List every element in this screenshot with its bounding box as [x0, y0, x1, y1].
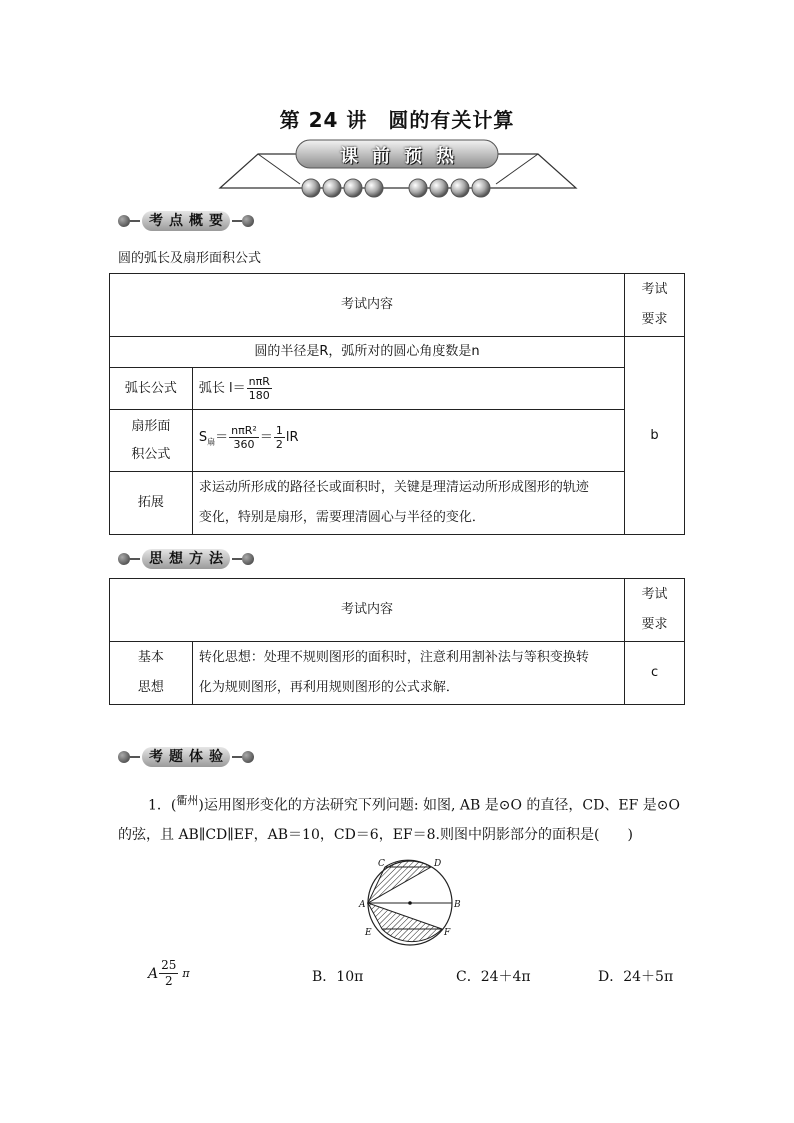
choice-b[interactable]: B．10π [312, 969, 364, 985]
label-a: A [359, 900, 366, 910]
center-point [408, 901, 412, 905]
arc-label: 弧长公式 [110, 368, 193, 410]
banner-char: 前 [372, 146, 390, 167]
table-header-requirement: 考试 要求 [625, 579, 685, 642]
method-text: 转化思想：处理不规则图形的面积时，注意利用割补法与等积变换转 化为规则图形，再利用规则图形的公式求解． [192, 642, 624, 705]
methods-table [109, 578, 685, 705]
banner-char: 预 [404, 146, 422, 167]
requirement-cell: b [625, 337, 685, 535]
table-header-content: 考试内容 [110, 579, 625, 642]
choice-c[interactable]: C．24＋4π [456, 969, 531, 985]
table-row-intro: 圆的半径是R，弧所对的圆心角度数是n [110, 337, 625, 368]
label-c: C [378, 859, 385, 869]
label-b: B [454, 900, 461, 910]
table-header-requirement: 考试 要求 [625, 274, 685, 337]
circle-figure [352, 855, 468, 949]
subtitle: 圆的弧长及扇形面积公式 [118, 251, 262, 266]
banner-char: 课 [340, 146, 358, 167]
problem-line-1: 1．($^{衢州}$)运用图形变化的方法研究下列问题: 如图, AB 是⊙O 的直径，CD、EF 是⊙O [148, 794, 680, 814]
sector-label: 扇形面 积公式 [110, 410, 193, 472]
page-title: 第 24 讲 圆的有关计算 [279, 108, 515, 132]
arc-formula: 弧长 l＝ $\frac{\text{nπR}}{180}$ [192, 368, 624, 410]
banner-left-edge [258, 154, 300, 184]
label-d: D [434, 859, 442, 869]
method-label: 基本 思想 [110, 642, 193, 705]
requirement-cell: c [625, 642, 685, 705]
section-heading-key-points: 考 点 概 要 [118, 210, 254, 232]
extension-label: 拓展 [110, 472, 193, 535]
bullet-icon [118, 553, 130, 565]
extension-text: 求运动所形成的路径长或面积时，关键是理清运动所形成图形的轨迹 变化，特别是扇形，需要理清圆心与半径的变化． [192, 472, 624, 535]
bullet-icon [242, 553, 254, 565]
bullet-icon [118, 751, 130, 763]
formula-table [109, 273, 685, 535]
bullet-icon [242, 751, 254, 763]
section-heading-methods: 思 想 方 法 [118, 548, 254, 570]
section-heading-practice: 考 题 体 验 [118, 746, 254, 768]
problem-line-2: 的弦，且 AB∥CD∥EF，AB＝10，CD＝6，EF＝8.则图中阴影部分的面积是( ) [118, 827, 633, 843]
banner-right-edge [496, 154, 538, 184]
shaded-region-lower [368, 903, 442, 942]
label-f: F [444, 928, 451, 938]
choice-a[interactable]: A $\frac{25}{2}$ π [148, 958, 190, 988]
bullet-icon [242, 215, 254, 227]
sector-formula: $S_扇=$ $\frac{\text{nπR²}}{360}$ ＝ $\frac{1}{2}$ lR [192, 410, 624, 472]
banner-label [296, 141, 498, 169]
bullet-icon [118, 215, 130, 227]
banner-char: 热 [436, 146, 454, 167]
label-e: E [365, 928, 372, 938]
choice-d[interactable]: D．24＋5π [598, 969, 674, 985]
table-header-content: 考试内容 [110, 274, 625, 337]
